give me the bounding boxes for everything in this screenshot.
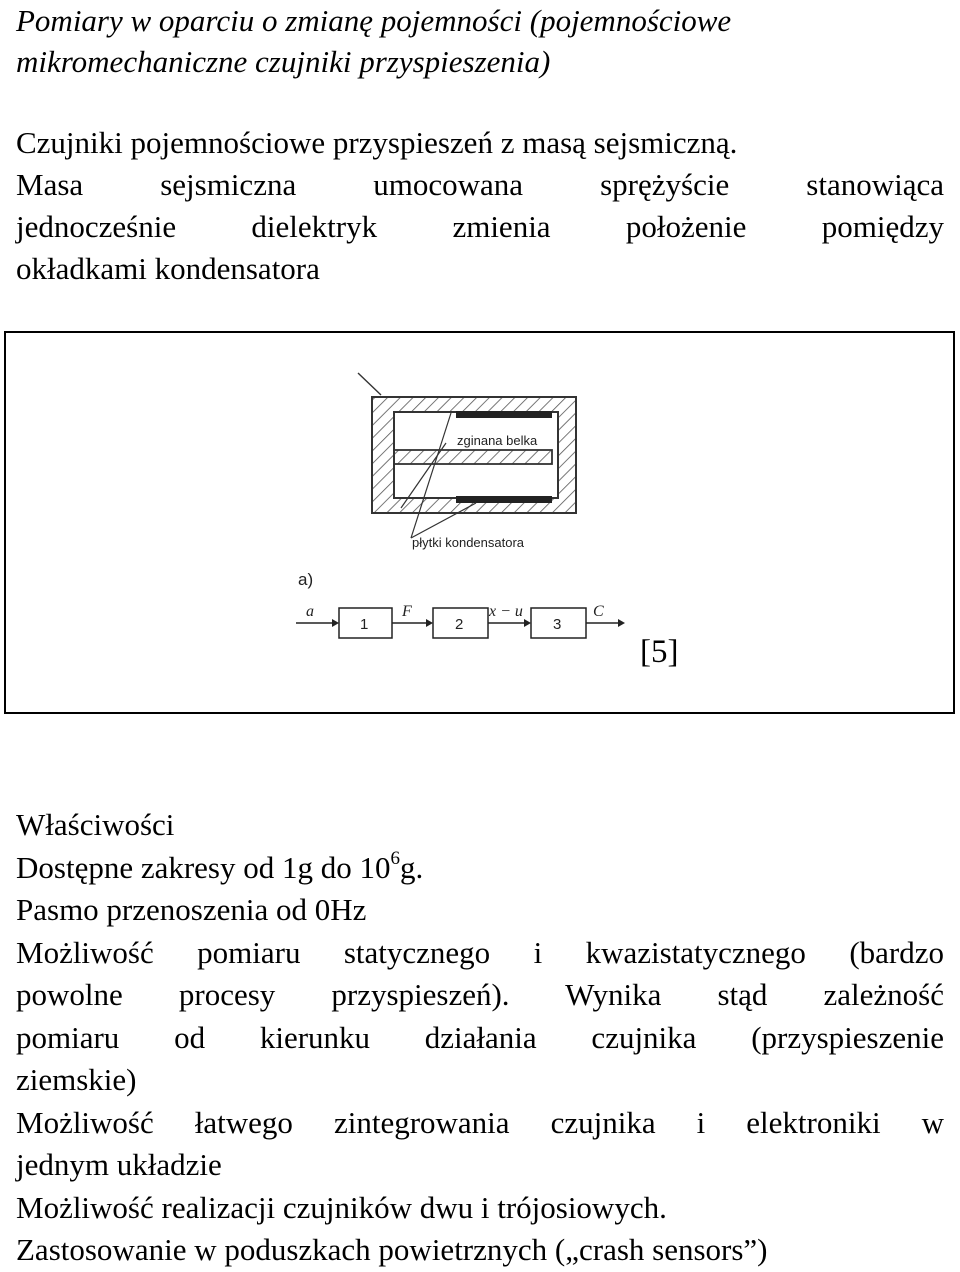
integration-line-2: jednym układzie — [16, 1147, 222, 1182]
range-unit: g. — [400, 849, 424, 885]
static-line-1: Możliwość pomiaru statycznego i kwazistatycznego (bardzo — [16, 934, 944, 970]
figure-frame — [4, 331, 955, 714]
title-line-1: Pomiary w oparciu o zmianę pojemności (pojemnościowe — [16, 3, 732, 38]
properties-heading: Właściwości — [16, 807, 175, 842]
page-title — [16, 0, 946, 82]
signal-c-label: C — [593, 603, 604, 620]
static-line-2: powolne procesy przyspieszeń). Wynika stąd zależność — [16, 977, 944, 1012]
block-3-label: 3 — [553, 616, 562, 633]
intro-paragraph — [16, 122, 944, 290]
properties-section — [16, 804, 944, 1272]
capacitor-plate-top — [456, 411, 552, 418]
range-line — [16, 847, 944, 890]
band-line: Pasmo przenoszenia od 0Hz — [16, 892, 367, 927]
intro-line-2: Masa sejsmiczna umocowana sprężyście stanowiąca — [16, 167, 944, 202]
signal-f-label: F — [402, 603, 412, 620]
title-line-2: mikromechaniczne czujniki przyspieszenia) — [16, 44, 551, 79]
static-line-4: ziemskie) — [16, 1062, 137, 1097]
signal-xu-label: x − u — [489, 603, 523, 620]
range-text: Dostępne zakresy od 1g do 10 — [16, 849, 391, 885]
figure-label-a: a) — [298, 570, 314, 589]
accelerometer-diagram — [6, 333, 957, 716]
block-2-label: 2 — [455, 616, 464, 633]
beam-label: zginana belka — [457, 433, 538, 448]
integration-line-1: Możliwość łatwego zintegrowania czujnika i elektroniki w — [16, 1104, 944, 1140]
range-exponent: 6 — [390, 847, 400, 869]
plates-label: płytki kondensatora — [412, 535, 525, 550]
application-line: Zastosowanie w poduszkach powietrznych („crash sensors”) — [16, 1232, 768, 1267]
capacitor-plate-bottom — [456, 496, 552, 503]
block-1-label: 1 — [360, 616, 369, 633]
intro-line-1: Czujniki pojemnościowe przyspieszeń z masą sejsmiczną. — [16, 125, 738, 160]
figure-reference: [5] — [640, 634, 679, 670]
intro-line-4: okładkami kondensatora — [16, 251, 320, 286]
intro-line-3: jednocześnie dielektryk zmienia położenie pomiędzy — [16, 209, 944, 244]
multiaxis-line: Możliwość realizacji czujników dwu i trójosiowych. — [16, 1189, 667, 1225]
static-line-3: pomiaru od kierunku działania czujnika (przyspieszenie — [16, 1019, 944, 1055]
signal-a-label: a — [306, 603, 314, 620]
bending-beam — [394, 450, 552, 464]
